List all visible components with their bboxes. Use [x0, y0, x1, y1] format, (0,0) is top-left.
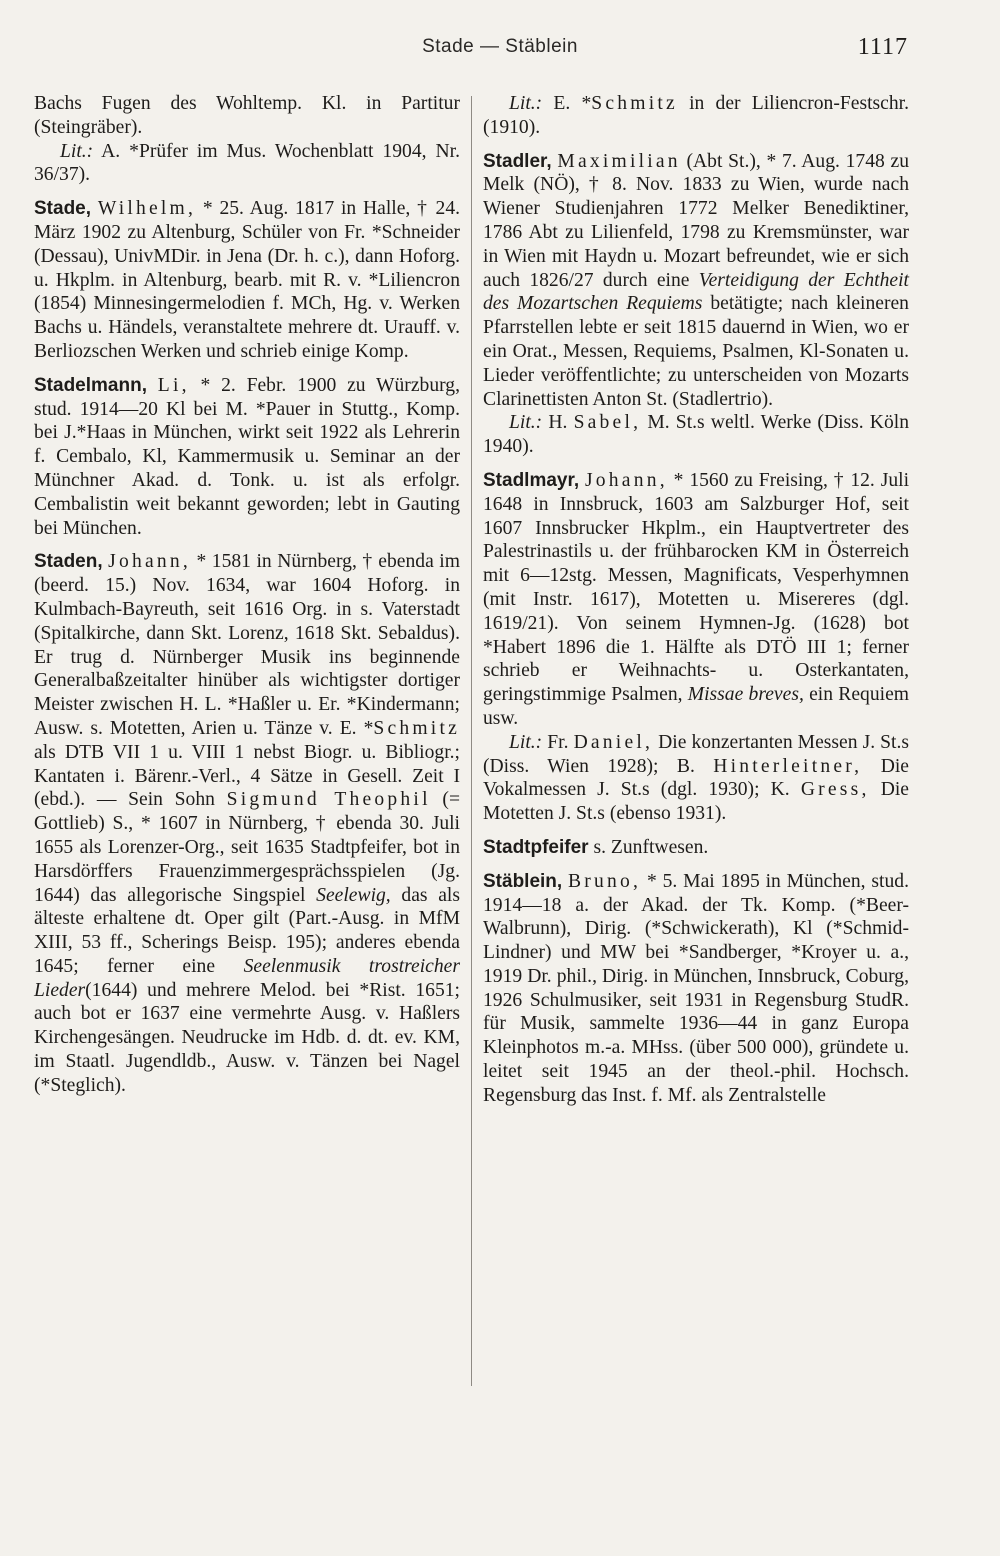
right-column	[483, 92, 909, 1118]
lit-text: H.	[548, 412, 568, 434]
entry-stadtpfeifer	[483, 836, 909, 860]
entry-text: das als älteste erhaltene dt. Oper gilt (Part.-Ausg. in MfM XIII, 53 ff., Scherings Beisp. 195); anderes ebenda 1645; ferner eine	[34, 884, 460, 977]
lit-text: Die konzertanten Messen J. St.s (Diss. Wien 1928); B.	[483, 731, 910, 777]
spaced-name: Sabel,	[573, 412, 642, 434]
cross-reference: s. Zunftwesen.	[593, 836, 709, 858]
entry-text: * 25. Aug. 1817 in Halle, † 24. März 1902 zu Altenburg, Schüler von Fr. *Schneider (Dessau), UnivMDir. in Jena (Dr. h. c.), dann Hoforg. u. Hkplm. in Altenburg, bearb. mit R. v. *Liliencron (1854) Minnesingermelodien f. MCh, Hg. v. Werken Bachs u. Händels, veranstaltete mehrere dt. Urauff. v. Berliozschen Werken und schrieb einige Komp.	[34, 198, 461, 362]
entry-stadlmayr	[483, 469, 909, 826]
entry-staeblein	[483, 870, 909, 1108]
entry-stadelmann	[34, 374, 460, 541]
lit-label: Lit.:	[60, 140, 94, 162]
entry-text: * 5. Mai 1895 in München, stud. 1914—18 a. der Akad. der Tk. Komp. (*Beer-Walbrunn), Dirig. (*Schwickerath), Kl (*Schmid-Lindner) und MW bei *Sandberger, *Kroyer u. a., 1919 Dr. phil., Dirig. in München, Innsbruck, Coburg, 1926 Schulmusiker, seit 1931 in Regensburg StudR. für Musik, sammelte 1936—44 in ganz Europa Kleinphotos m.-a. MHss. (über 500 000), gründete u. leitet seit 1945 an der theol.-phil. Hochsch. Regensburg das Inst. f. Mf. als Zentralstelle	[483, 870, 909, 1106]
entry-text: * 1560 zu Freising, † 12. Juli 1648 in Innsbruck, 1603 am Salzburger Hof, seit 1607 Innsbrucker Hkplm., ein Hauptvertreter des Palestrinastils u. der frühbarocken KM in Österreich mit 6—12stg. Messen, Magnificats, Vesperhymnen (mit Instr. 1617), Motetten u. Misereres (dgl. 1619/21). Von seinem Hymnen-Jg. (1628) bot *Habert 1896 die 1. Hälfte als DTÖ III 1; ferner schrieb er Weihnachts- u. Osterkantaten, geringstimmige Psalmen,	[483, 469, 910, 706]
spaced-name: Hinterleitner,	[713, 755, 863, 777]
spaced-name: Gress,	[800, 779, 870, 801]
headword-staeblein: Stäblein,	[483, 870, 563, 892]
headword-stadlmayr: Stadlmayr,	[483, 469, 580, 491]
lit-text: Fr.	[547, 731, 569, 753]
entry-stadler	[483, 150, 909, 459]
column-divider	[471, 96, 472, 1386]
lit-text: Die Vokalmessen J. St.s (dgl. 1930); K.	[483, 755, 909, 801]
continuation-text: Bachs Fugen des Wohltemp. Kl. in Partitur (Steingräber).	[34, 93, 460, 138]
headword-stade: Stade,	[34, 198, 92, 220]
running-head: Stade — Stäblein	[422, 36, 578, 57]
spaced-name: Schmitz	[591, 93, 678, 114]
spaced-name: Daniel,	[573, 731, 654, 753]
entry-text: * 1581 in Nürnberg, † ebenda im (beerd. 15.) Nov. 1634, war 1604 Hoforg. in Kulmbach-Bayreuth, seit 1616 Org. in s. Vaterstadt (Spitalkirche, dann Skt. Lorenz, 1618 Skt. Sebaldus). Er trug d. Nürnberger Musik ins beginnende Generalbaßzeitalter hinüber als wichtigster dortiger Meister zwischen H. L. *Haßler u. Er. *Kindermann; Ausw. s. Motetten, Arien u. Tänze v. E. *	[34, 551, 460, 739]
spaced-name: Sigmund Theophil	[226, 789, 431, 811]
entry-continuation-left	[34, 92, 460, 187]
lit-text: A. *Prüfer im Mus. Wochenblatt 1904, Nr. 36/37).	[34, 140, 460, 186]
lit-text: M. St.s weltl. Werke (Diss. Köln 1940).	[483, 412, 909, 458]
entry-text: als DTB VII 1 u. VIII 1 nebst Biogr. u. Bibliogr.; Kantaten i. Bärenr.-Verl., 4 Sätze in Gesell. Zeit I (ebd.). — Sein Sohn	[34, 741, 460, 811]
literature-note	[34, 140, 460, 188]
work-title: Seelewig,	[316, 884, 391, 906]
work-title: Seelenmusik trostreicher Lieder	[34, 955, 460, 1001]
work-title: Missae breves,	[687, 684, 804, 706]
entry-text: (1644) und mehrere Melod. bei *Rist. 1651; auch bot er 1637 eine vermehrte Ausg. v. Haßlers Kirchengesängen. Neudrucke im Hdb. d. dt. ev. KM, im Staatl. Jugendldb., Ausw. v. Tänzen bei Nagel (*Steglich).	[34, 979, 460, 1096]
left-column	[34, 92, 460, 1108]
entry-text: * 2. Febr. 1900 zu Würzburg, stud. 1914—20 Kl bei M. *Pauer in Stuttg., Komp. bei J.*Haas in München, wirkt seit 1922 als Lehrerin f. Cembalo, Kl, Kammermusik u. Seminar an der Münchner Akad. d. Tonk. u. ist als erfolgr. Cembalistin weit bekannt geworden; lebt in Gauting bei München.	[34, 374, 460, 539]
headword-staden: Staden,	[34, 551, 103, 573]
headword-stadtpfeifer: Stadtpfeifer	[483, 836, 589, 858]
entry-staden	[34, 550, 460, 1097]
headword-stadelmann: Stadelmann,	[34, 374, 147, 396]
work-title: Verteidigung der Echtheit des Mozartschen Requiems	[483, 269, 909, 315]
lit-label: Lit.:	[509, 93, 543, 114]
lit-text: E. *	[553, 93, 592, 114]
entry-text: (= Gottlieb) S., * 1607 in Nürnberg, † ebenda 30. Juli 1655 als Lorenzer-Org., seit 1635 Stadtpfeifer, bot in Harsdörffers Frauenzimmergesprächsspielen (Jg. 1644) das allegorische Singspiel	[34, 789, 460, 906]
entry-text: ein Requiem usw.	[483, 684, 910, 729]
lit-label: Lit.:	[509, 412, 543, 434]
forename-bruno: Bruno,	[568, 870, 642, 892]
entry-text: (Abt St.), * 7. Aug. 1748 zu Melk (NÖ), † 8. Nov. 1833 zu Wien, wurde nach Wiener Studienjahren 1772 Melker Benediktiner, 1786 Abt zu Lilienfeld, 1798 zu Kremsmünster, war in Wien mit Haydn u. Mozart befreundet, wie er sich auch 1826/27 durch eine	[483, 150, 909, 291]
entry-continuation-right	[483, 92, 909, 140]
page-number: 1117	[857, 34, 908, 60]
lit-text: in der Liliencron-Festschr. (1910).	[483, 93, 910, 138]
forename-maximilian: Maximilian	[557, 150, 681, 172]
forename-wilhelm: Wilhelm,	[97, 198, 197, 220]
spaced-name: Schmitz	[373, 717, 460, 739]
literature-note	[483, 731, 909, 826]
headword-stadler: Stadler,	[483, 150, 552, 172]
forename-johann: Johann,	[108, 551, 191, 573]
literature-note	[483, 411, 909, 459]
entry-stade	[34, 197, 460, 364]
lit-label: Lit.:	[509, 731, 543, 753]
literature-note	[483, 92, 909, 140]
entry-text: betätigte; nach kleineren Pfarrstellen lebte er seit 1815 dauernd in Wien, wo er ein Orat., Messen, Requiems, Psalmen, Kl-Sonaten u. Lieder veröffentlichte; zu unterscheiden von Mozarts Clarinettisten Anton St. (Stadlertrio).	[483, 293, 909, 410]
forename-li: Li,	[157, 374, 190, 396]
lit-text: Die Motetten J. St.s (ebenso 1931).	[483, 779, 909, 825]
forename-johann: Johann,	[584, 469, 668, 491]
